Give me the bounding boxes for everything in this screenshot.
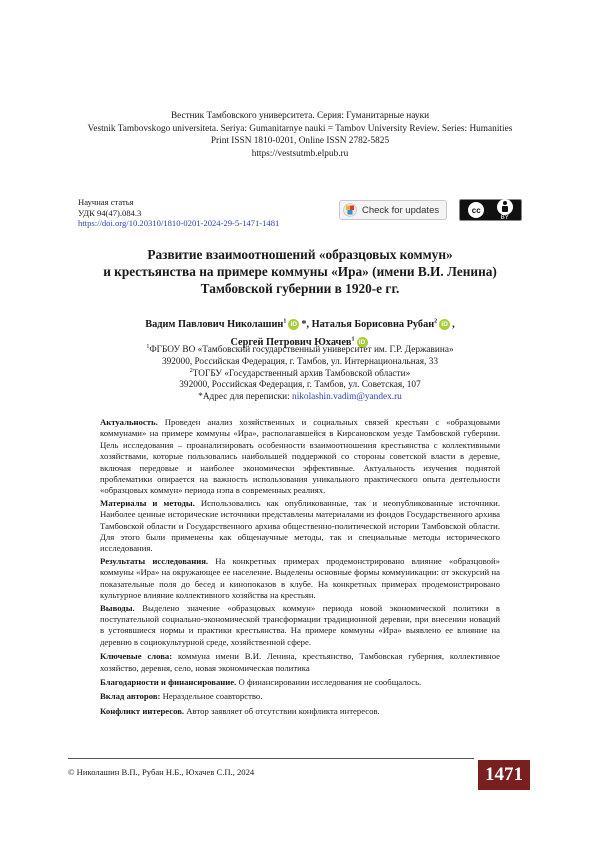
corresponding-marker: *, xyxy=(301,319,310,330)
section-label: Выводы. xyxy=(100,602,135,613)
section-text: Проведен анализ хозяйственных и социальных связей крестьян с «образцовыми коммунами» на примере коммуны «Ира», располагавшейся в Кирсановском уезде Тамбовской губернии. Цель исследования – проанализировать особенности взаимоотношения крестьянства с коллективными хозяйствами, которые пользовались наибольшей поддержкой со стороны советской власти в деревне, включая передовые и наиболее экономически эффективные. Актуальность изучения поднятой проблематики опирается на важность использования уникального практического опыта деятельности «образцовых коммун» периода нэпа в современных реалиях. xyxy=(100,417,500,496)
author-name: Сергей Петрович Юхачев xyxy=(230,337,352,348)
title-line-2: и крестьянства на примере коммуны «Ира» (имени В.И. Ленина) xyxy=(103,264,497,279)
cc-icon: cc xyxy=(468,202,484,218)
funding xyxy=(100,677,500,688)
section-label: Вклад авторов: xyxy=(100,691,161,702)
author-name: Наталья Борисовна Рубан xyxy=(311,319,435,330)
crossmark-icon xyxy=(343,203,357,217)
by-label: BY xyxy=(500,215,509,221)
section-text: Использовались как опубликованные, так и неопубликованные источники. Наиболее ценные исторические источники представлены материалами из фондов Государственного архива Тамбовской области и Государственного архива общественно-политической истории Тамбовской области. Для этого были применены как общенаучные методы, так и специальные методы исторического исследования. xyxy=(100,497,500,554)
affiliation-marker: 1 xyxy=(146,343,150,350)
attribution-icon xyxy=(497,199,513,215)
check-for-updates-badge[interactable] xyxy=(339,200,447,220)
section-text: На конкретных примерах продемонстрировано влияние «образцовой» коммуны «Ира» на окружающее ее население. Выделены основные формы коммуникации: от экскурсий на показательные поля до бесед и кинопоказов в клубе. На конкретных примерах продемонстрировано культурное влияние коллективного хозяйства на крестьян. xyxy=(100,555,500,601)
section-text: Выделено значение «образцовых коммун» периода новой экономической политики в поступательной социально-экономической трансформации традиционной деревни, при внесении новаций в устоявшиеся нормы и практики крестьянства. На примере коммуны «Ира» выявлено ее влияние на деревню в социокультурной среде, хозяйственной сфере. xyxy=(100,602,500,647)
article-meta xyxy=(78,197,279,229)
affiliations xyxy=(0,345,600,404)
section-text: Нераздельное соавторство. xyxy=(160,691,263,702)
abstract xyxy=(100,417,500,718)
title-line-3: Тамбовской губернии в 1920-е гг. xyxy=(200,281,400,296)
section-label: Ключевые слова: xyxy=(100,651,173,662)
conflict-of-interest xyxy=(100,706,500,717)
orcid-icon[interactable]: iD xyxy=(357,337,368,348)
section-text: коммуна имени В.И. Ленина, крестьянство, Тамбовская губерния, коллективное хозяйство, деревня, село, новая экономическая политика xyxy=(100,651,501,673)
author-name: Вадим Павлович Николашин xyxy=(145,319,284,330)
orcid-icon[interactable]: iD xyxy=(288,319,299,330)
copyright-notice: © Николашин В.П., Рубан Н.Б., Юхачев С.П., 2024 xyxy=(68,767,255,777)
affiliation-2: ТОГБУ «Государственный архив Тамбовской области» xyxy=(192,368,411,379)
abstract-results xyxy=(100,556,500,602)
journal-issn: Print ISSN 1810-0201, Online ISSN 2782-5825 xyxy=(210,136,390,146)
orcid-icon[interactable]: iD xyxy=(439,319,450,330)
affiliation-marker: 1 xyxy=(283,318,287,325)
abstract-relevance xyxy=(100,417,500,497)
journal-header xyxy=(0,110,600,160)
page-number: 1471 xyxy=(478,760,530,790)
section-label: Материалы и методы. xyxy=(100,497,195,508)
affiliation-marker: 2 xyxy=(434,318,438,325)
correspondence-email[interactable]: nikolashin.vadim@yandex.ru xyxy=(292,392,402,403)
affiliation-2-address: 392000, Российская Федерация, г. Тамбов, ул. Советская, 107 xyxy=(179,380,421,391)
section-text: О финансировании исследования не сообщалось. xyxy=(236,676,422,687)
section-label: Конфликт интересов. xyxy=(100,705,185,716)
section-text: Автор заявляет об отсутствии конфликта интересов. xyxy=(184,705,380,716)
journal-title-en: Vestnik Tambovskogo universiteta. Seriya: Gumanitarnye nauki = Tambov University Review. Series: Humanities xyxy=(87,123,513,134)
section-label: Актуальность. xyxy=(100,417,158,427)
affiliation-marker: 2 xyxy=(189,367,193,374)
check-for-updates-label: Check for updates xyxy=(362,204,440,216)
doi-link[interactable]: https://doi.org/10.20310/1810-0201-2024-29-5-1471-1481 xyxy=(78,218,280,228)
journal-title-ru: Вестник Тамбовского университета. Серия: Гуманитарные науки xyxy=(170,111,430,121)
abstract-conclusions xyxy=(100,603,500,649)
cc-by-license-badge[interactable] xyxy=(459,199,522,221)
author-separator: , xyxy=(452,319,455,330)
keywords xyxy=(100,651,500,674)
article-type: Научная статья xyxy=(78,197,134,207)
journal-url[interactable]: https://vestsutmb.elpub.ru xyxy=(251,148,349,159)
udc-code: УДК 94(47).084.3 xyxy=(78,207,142,218)
author-contribution xyxy=(100,691,500,702)
correspondence-label: *Адрес для переписки: xyxy=(198,392,293,403)
affiliation-marker: 1 xyxy=(351,336,355,343)
article-title xyxy=(0,246,600,297)
affiliation-1-address: 392000, Российская Федерация, г. Тамбов, ул. Интернациональная, 33 xyxy=(161,356,439,367)
section-label: Благодарности и финансирование. xyxy=(100,676,237,687)
section-label: Результаты исследования. xyxy=(100,555,209,566)
title-line-1: Развитие взаимоотношений «образцовых коммун» xyxy=(147,247,453,262)
affiliation-1: ФГБОУ ВО «Тамбовский государственный университет им. Г.Р. Державина» xyxy=(149,345,454,355)
footer-divider xyxy=(68,758,474,759)
abstract-methods xyxy=(100,498,500,555)
